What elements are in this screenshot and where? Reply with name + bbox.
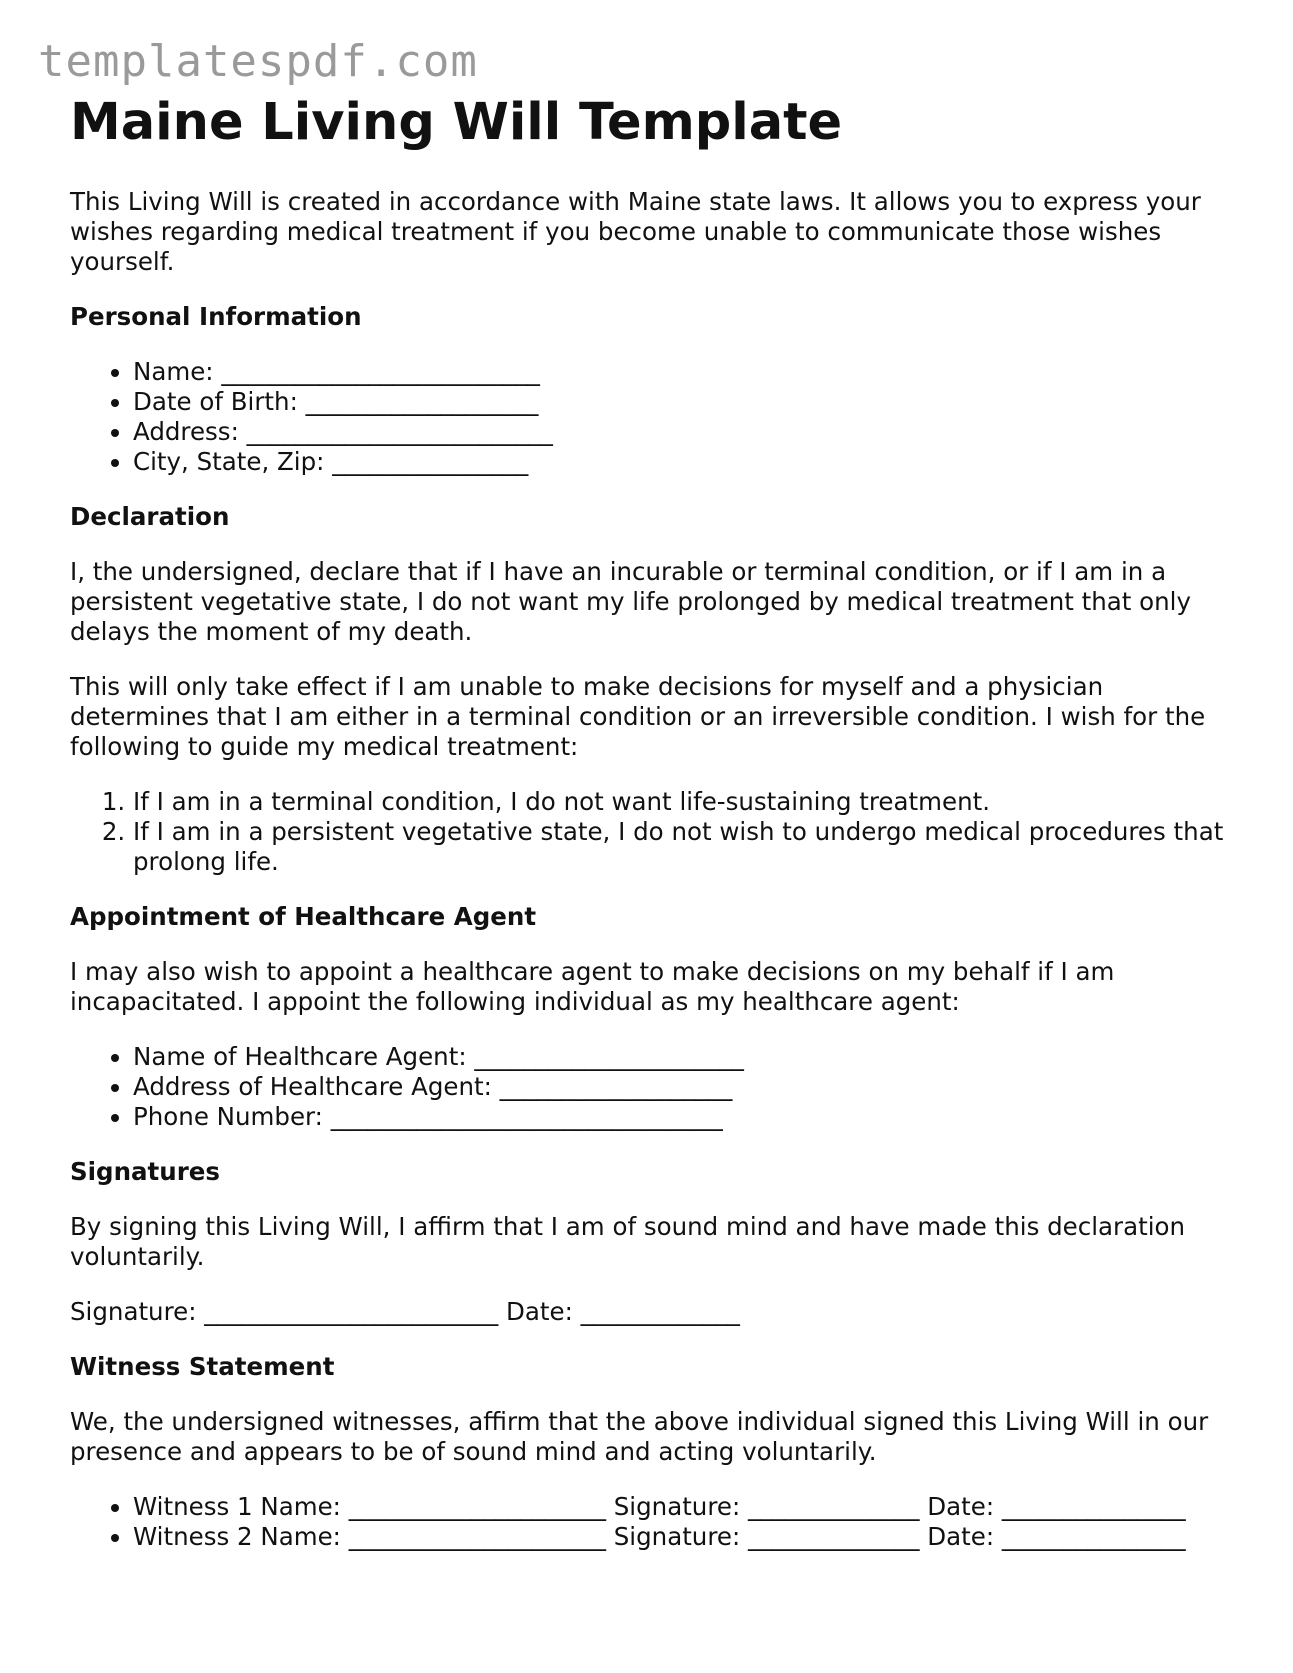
watermark: templatespdf.com — [38, 36, 478, 87]
document — [70, 92, 1230, 1577]
witness-heading: Witness Statement — [70, 1352, 335, 1382]
signatures-paragraph: By signing this Living Will, I affirm that I am of sound mind and have made this declaration voluntarily. — [70, 1212, 1186, 1272]
address-field[interactable]: • Address: _________________________ — [133, 417, 1230, 447]
declaration-heading: Declaration — [70, 502, 230, 532]
page-title: Maine Living Will Template — [70, 93, 843, 152]
agent-address-field[interactable]: • Address of Healthcare Agent: ___________________ — [133, 1072, 1230, 1102]
agent-name-field[interactable]: • Name of Healthcare Agent: ______________________ — [133, 1042, 1230, 1072]
agent-list — [70, 1042, 1230, 1132]
list-item: 1. If I am in a terminal condition, I do not want life-sustaining treatment. — [133, 787, 1230, 817]
personal-info-heading: Personal Information — [70, 302, 362, 332]
personal-info-list — [70, 357, 1230, 477]
signatures-heading: Signatures — [70, 1157, 220, 1187]
dob-field[interactable]: • Date of Birth: ___________________ — [133, 387, 1230, 417]
witness-list — [70, 1492, 1230, 1552]
agent-paragraph: I may also wish to appoint a healthcare agent to make decisions on my behalf if I am incapacitated. I appoint the following individual as my healthcare agent: — [70, 957, 1115, 1017]
city-state-zip-field[interactable]: • City, State, Zip: ________________ — [133, 447, 1230, 477]
declaration-paragraph-2: This will only take effect if I am unable to make decisions for myself and a physician determines that I am either in a terminal condition or an irreversible condition. I wish for the following to guide my medical treatment: — [70, 672, 1206, 762]
agent-phone-field[interactable]: • Phone Number: ________________________________ — [133, 1102, 1230, 1132]
witness-2-line[interactable]: • Witness 2 Name: _____________________ Signature: ______________ Date: _______________ — [133, 1522, 1230, 1552]
name-field[interactable]: • Name: __________________________ — [133, 357, 1230, 387]
declaration-paragraph-1: I, the undersigned, declare that if I have an incurable or terminal condition, or if I am in a persistent vegetative state, I do not want my life prolonged by medical treatment that only delays the moment of my death. — [70, 557, 1191, 647]
signature-date-line[interactable]: Signature: ________________________ Date: _____________ — [70, 1297, 740, 1327]
witness-paragraph: We, the undersigned witnesses, affirm that the above individual signed this Living Will in our presence and appears to be of sound mind and acting voluntarily. — [70, 1407, 1209, 1467]
agent-heading: Appointment of Healthcare Agent — [70, 902, 537, 932]
declaration-list — [70, 787, 1230, 877]
list-item: 2. If I am in a persistent vegetative state, I do not wish to undergo medical procedures that prolong life. — [133, 817, 1230, 877]
witness-1-line[interactable]: • Witness 1 Name: _____________________ Signature: ______________ Date: _______________ — [133, 1492, 1230, 1522]
intro-paragraph: This Living Will is created in accordance with Maine state laws. It allows you to express your wishes regarding medical treatment if you become unable to communicate those wishes yourself. — [70, 187, 1201, 277]
